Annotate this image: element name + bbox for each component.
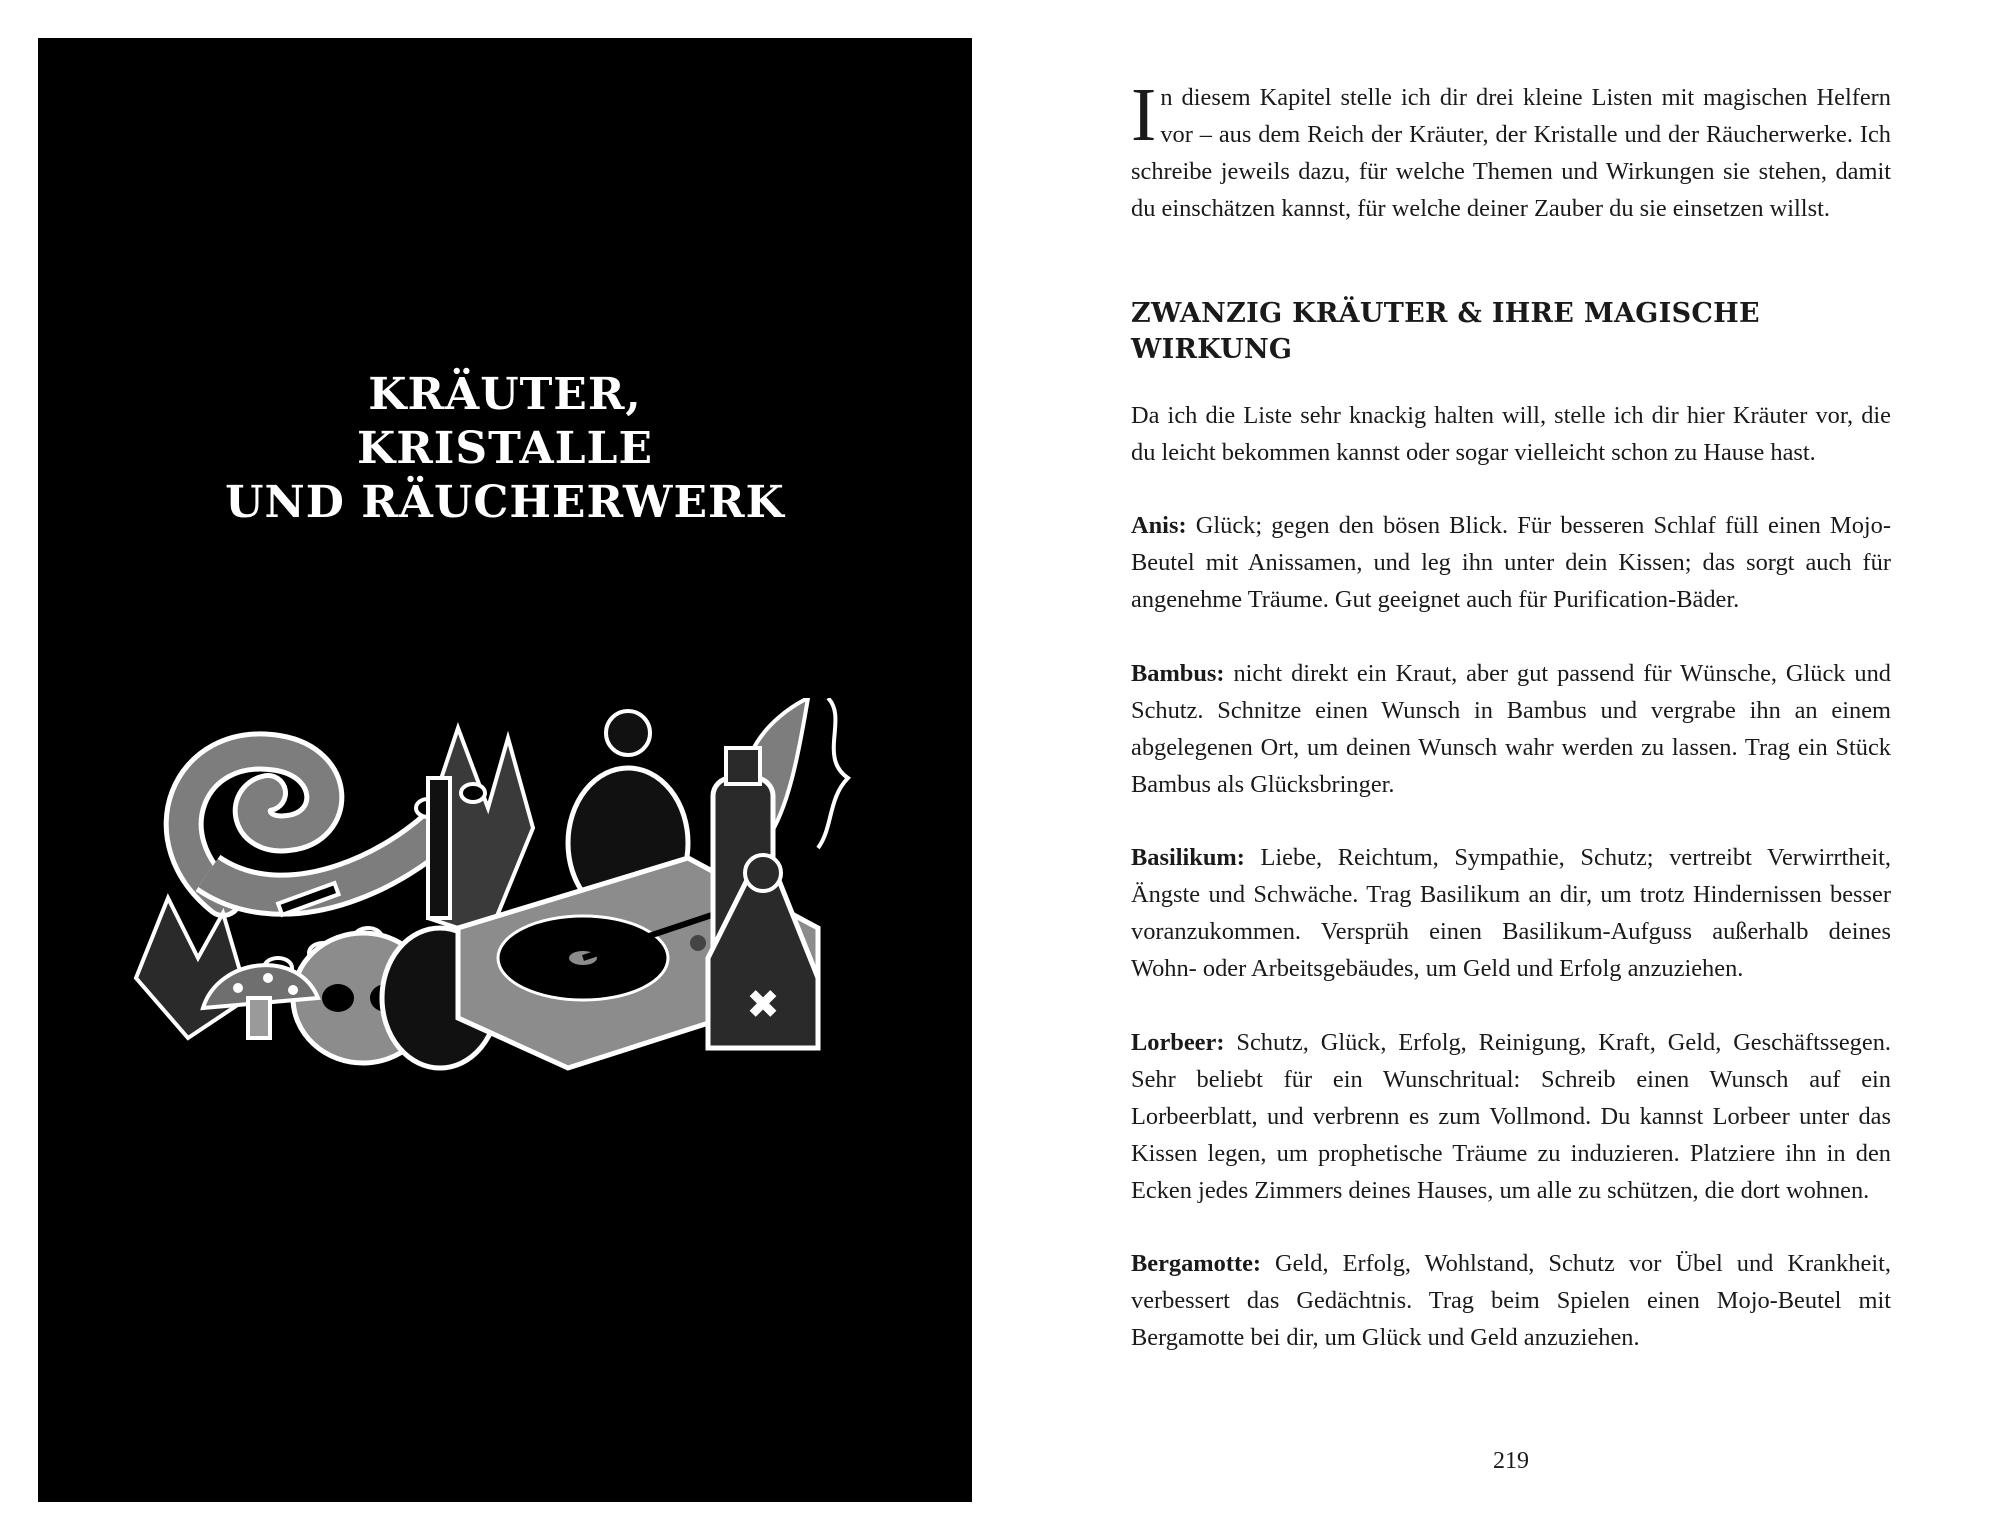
- herb-term: Anis:: [1131, 512, 1187, 540]
- herb-entry-basilikum: [1131, 840, 1891, 988]
- intro-text: n diesem Kapitel stelle ich dir drei kleine Listen mit magischen Helfern vor – aus dem Reich der Kräuter, der Kristalle und der Räucherwerke. Ich schreibe jeweils dazu, für welche Themen und Wirkungen sie stehen, damit du einschätzen kannst, für welche deiner Zauber du sie einsetzen willst.: [1131, 84, 1891, 222]
- intro-paragraph: [1131, 73, 1891, 228]
- herb-term: Basilikum:: [1131, 844, 1245, 872]
- right-page-text: [1131, 73, 1891, 1357]
- herb-term: Bambus:: [1131, 659, 1225, 687]
- chapter-title-line: UND RÄUCHERWERK: [225, 477, 785, 528]
- left-page: [38, 38, 972, 1502]
- herb-description: nicht direkt ein Kraut, aber gut passend für Wünsche, Glück und Schutz. Schnitze einen Wunsch in Bambus und vergrabe ihn an einem abgelegenen Ort, um deinen Wunsch wahr werden zu lassen. Trag ein Stück Bambus als Glücksbringer.: [1131, 659, 1891, 798]
- chapter-title-line: KRISTALLE: [356, 423, 654, 474]
- section-intro: Da ich die Liste sehr knackig halten will, stelle ich dir hier Kräuter vor, die du leicht bekommen kannst oder sogar vielleicht schon zu Hause hast.: [1131, 401, 1891, 466]
- page-number: 219: [1493, 1448, 1529, 1474]
- herb-description: Geld, Erfolg, Wohlstand, Schutz vor Übel und Krankheit, verbessert das Gedächtnis. Trag beim Spielen einen Mojo-Beutel mit Bergamotte bei dir, um Glück und Geld anzuziehen.: [1131, 1250, 1891, 1352]
- chapter-title: [38, 368, 972, 530]
- section-heading: ZWANZIG KRÄUTER & IHRE MAGISCHE WIRKUNG: [1131, 297, 1760, 365]
- herb-description: Schutz, Glück, Erfolg, Reinigung, Kraft, Geld, Geschäftssegen. Sehr beliebt für ein Wunschritual: Schreib einen Wunsch auf ein Lorbeerblatt, und verbrenn es zum Vollmond. Du kannst Lorbeer unter das Kissen legen, um prophetische Träume zu induzieren. Platziere ihn in den Ecken jedes Zimmers deines Hauses, um alle zu schützen, die dort wohnen.: [1131, 1028, 1891, 1204]
- herb-entry-bambus: [1131, 656, 1891, 804]
- svg-text:✖: ✖: [746, 982, 780, 1028]
- witch-still-life-illustration-icon: [128, 698, 888, 1198]
- herb-entry-bergamotte: [1131, 1246, 1891, 1357]
- herb-entry-lorbeer: [1131, 1025, 1891, 1210]
- herb-description: Liebe, Reichtum, Sympathie, Schutz; vertreibt Verwirrtheit, Ängste und Schwäche. Trag Basilikum an dir, um trotz Hindernissen besser voranzukommen. Versprüh einen Basilikum-Aufguss außerhalb deines Wohn- oder Arbeitsgebäudes, um Geld und Erfolg anzuziehen.: [1131, 844, 1891, 983]
- chapter-title-line: KRÄUTER,: [368, 369, 642, 420]
- herb-term: Bergamotte:: [1131, 1250, 1262, 1278]
- herb-entry-anis: [1131, 508, 1891, 619]
- swirl-horn-icon: [184, 751, 458, 898]
- herb-description: Glück; gegen den bösen Blick. Für besseren Schlaf füll einen Mojo-Beutel mit Anissamen, und leg ihn unter dein Kissen; das sorgt auch für angenehme Träume. Gut geeignet auch für Purification-Bäder.: [1131, 512, 1891, 614]
- drop-cap: I: [1131, 73, 1157, 157]
- herb-term: Lorbeer:: [1131, 1028, 1225, 1056]
